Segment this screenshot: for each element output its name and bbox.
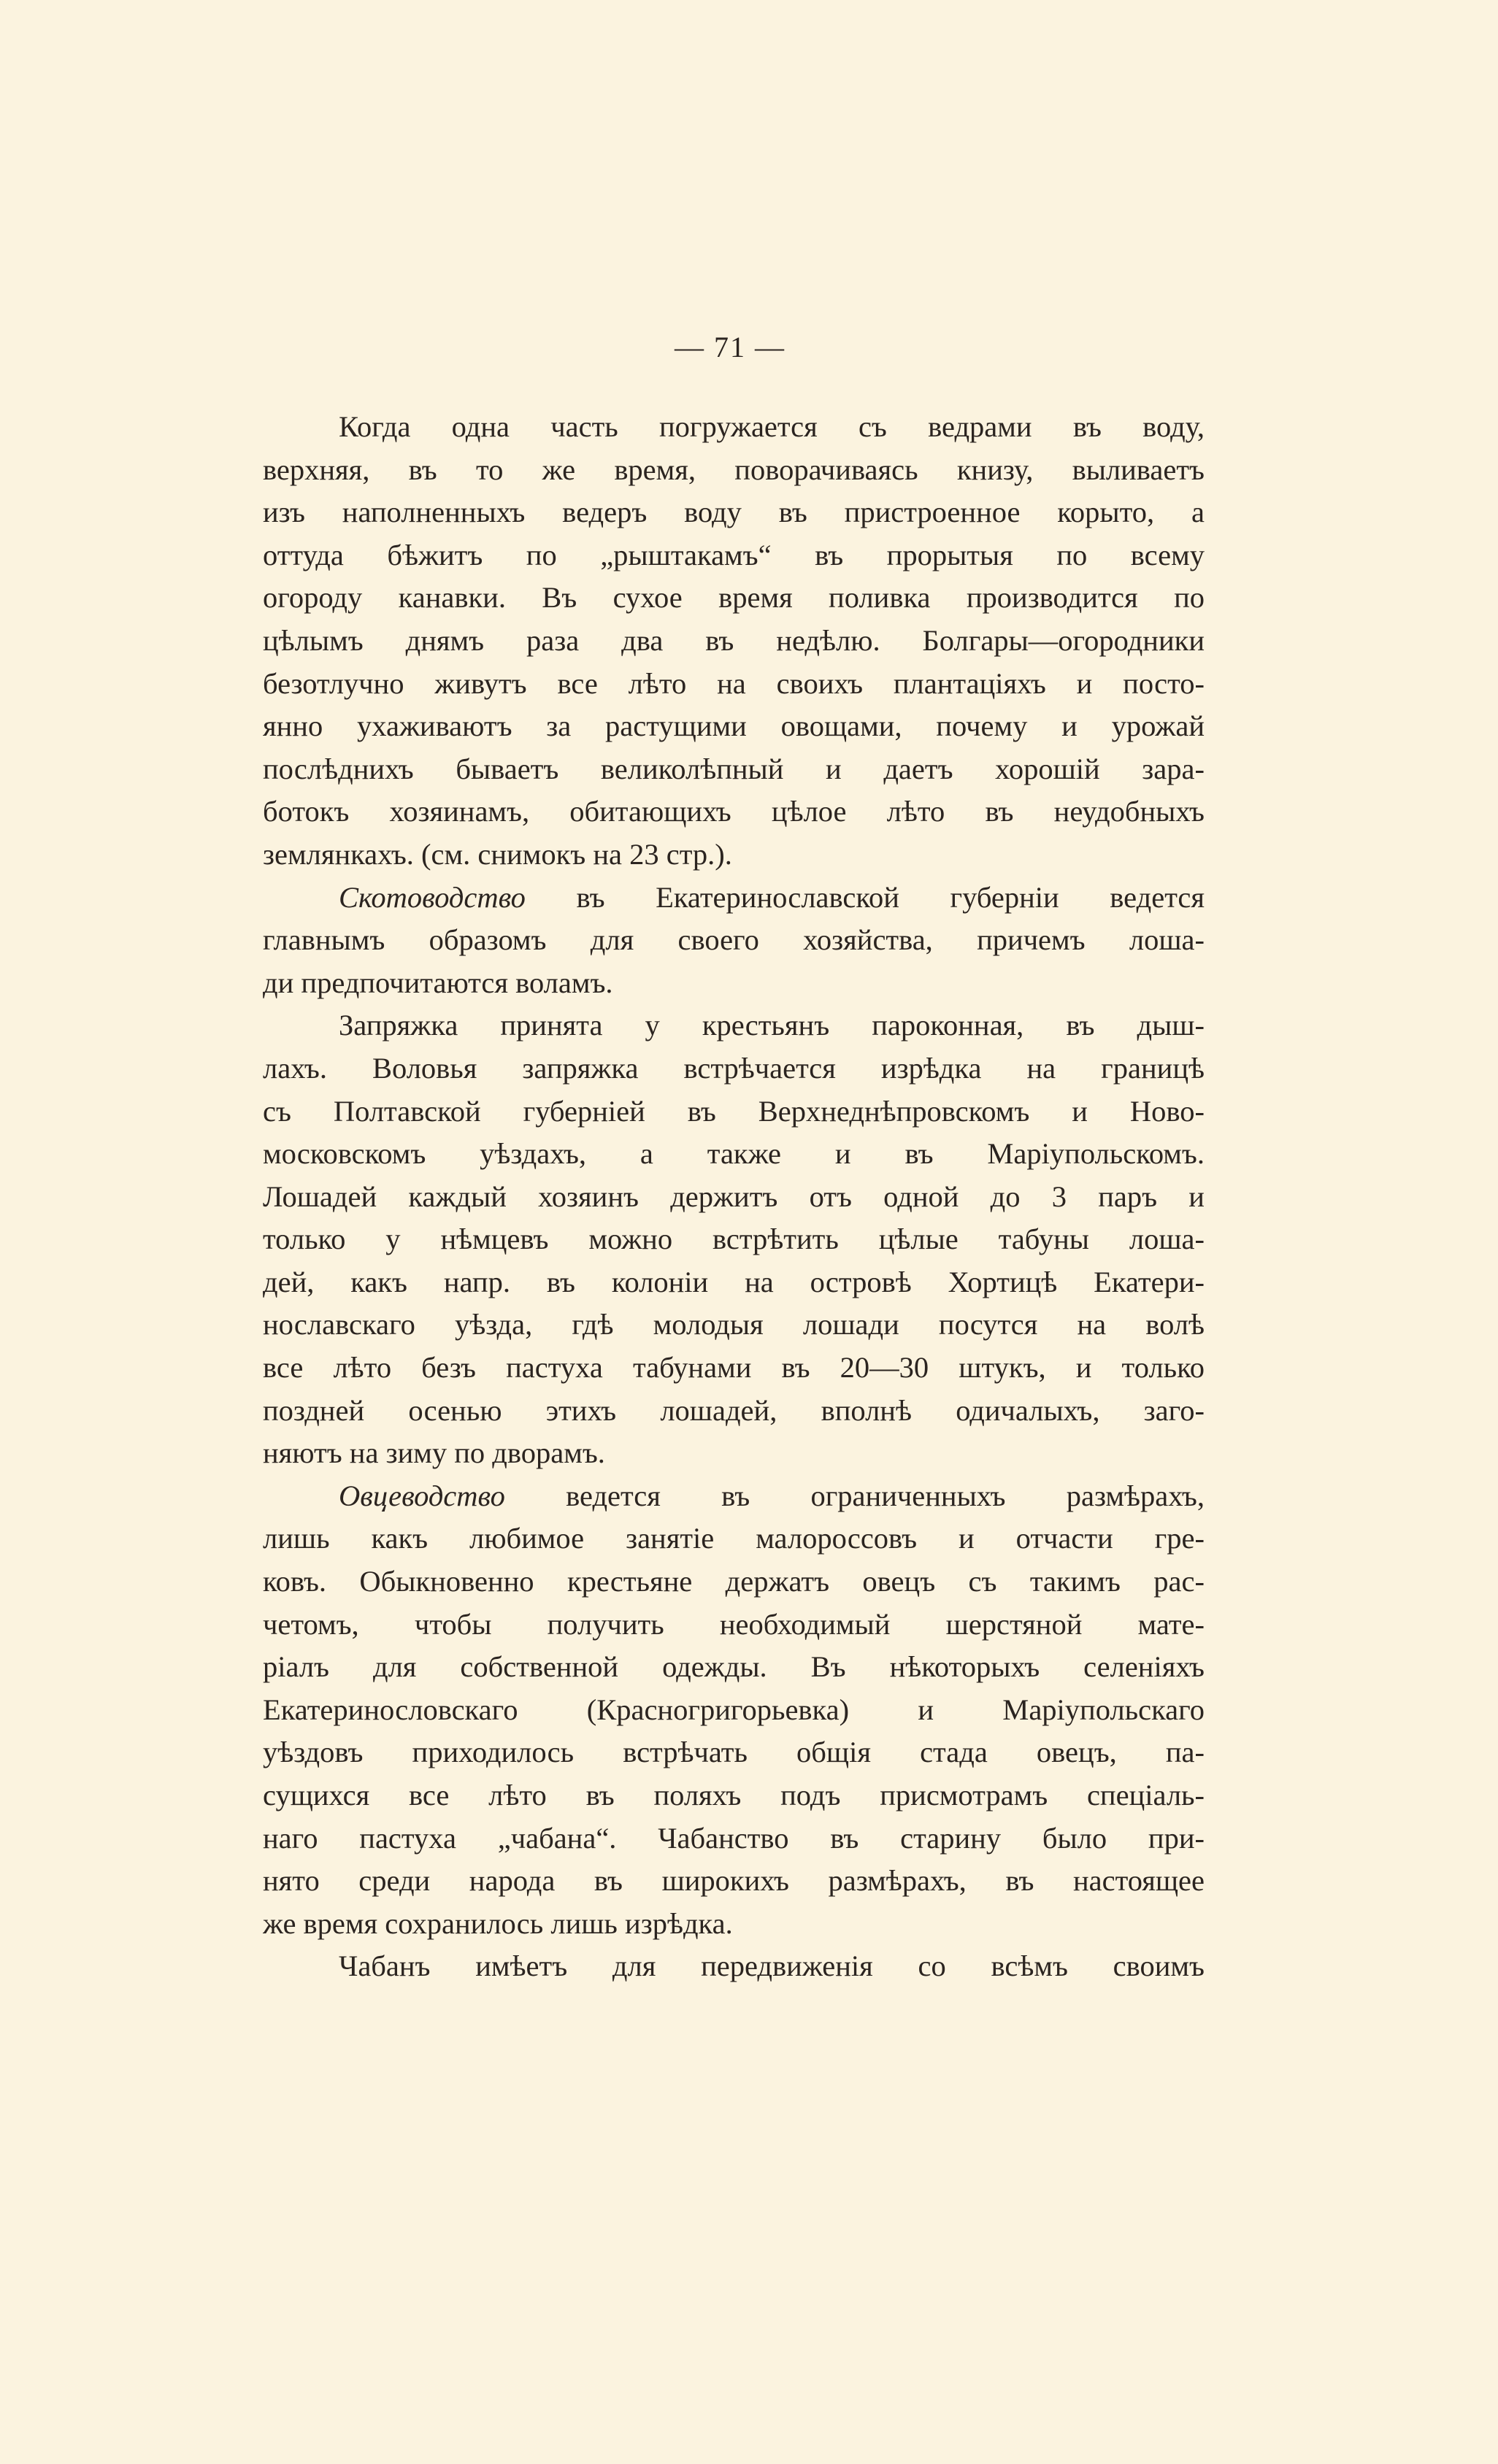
text-line: ріалъ для собственной одежды. Въ нѣкоторыхъ селеніяхъ — [263, 1650, 1205, 1684]
text-line: няютъ на зиму по дворамъ. — [263, 1436, 605, 1470]
paragraph-irrigation — [263, 406, 1205, 877]
section-term: Овцеводство — [339, 1479, 505, 1512]
text-line: ботокъ хозяинамъ, обитающихъ цѣлое лѣто въ неудобныхъ — [263, 795, 1205, 828]
line-text: въ Екатеринославской губерніи ведется — [525, 880, 1205, 914]
text-line: изъ наполненныхъ ведеръ воду въ пристроенное корыто, а — [263, 496, 1205, 529]
section-term: Скотоводство — [339, 880, 526, 914]
text-line: наго пастуха „чабана“. Чабанство въ старину было при- — [263, 1821, 1205, 1855]
text-line: главнымъ образомъ для своего хозяйства, причемъ лоша- — [263, 923, 1205, 957]
text-line: Чабанъ имѣетъ для передвиженія со всѣмъ своимъ — [339, 1949, 1205, 1983]
text-line: же время сохранилось лишь изрѣдка. — [263, 1906, 733, 1940]
text-line: послѣднихъ бываетъ великолѣпный и даетъ хорошій зара- — [263, 752, 1205, 785]
paragraph-harness — [263, 1004, 1205, 1475]
text-line: съ Полтавской губерніей въ Верхнеднѣпровскомъ и Ново- — [263, 1094, 1205, 1128]
text-line: землянкахъ. (см. снимокъ на 23 стр.). — [263, 837, 732, 871]
text-line: ковъ. Обыкновенно крестьяне держатъ овецъ съ такимъ рас- — [263, 1565, 1205, 1598]
text-line: только у нѣмцевъ можно встрѣтить цѣлые табуны лоша- — [263, 1223, 1205, 1256]
page-number: — 71 — — [675, 331, 786, 363]
text-line: оттуда бѣжитъ по „рыштакамъ“ въ прорытыя по всему — [263, 538, 1205, 571]
text-line: московскомъ уѣздахъ, а также и въ Маріупольскомъ. — [263, 1137, 1205, 1171]
text-line: безотлучно живутъ все лѣто на своихъ плантаціяхъ и посто- — [263, 666, 1205, 700]
paragraph-cattle-breeding — [263, 877, 1205, 1005]
text-line: огороду канавки. Въ сухое время поливка производится по — [263, 581, 1205, 615]
text-line: Запряжка принята у крестьянъ пароконная, въ дыш- — [339, 1009, 1205, 1042]
paragraph-sheep-breeding — [263, 1475, 1205, 1946]
text-line: дей, какъ напр. въ колоніи на островѣ Хортицѣ Екатери- — [263, 1265, 1205, 1298]
text-line: четомъ, чтобы получить необходимый шерстяной мате- — [263, 1607, 1205, 1641]
text-line: лишь какъ любимое занятіе малороссовъ и отчасти гре- — [263, 1522, 1205, 1555]
line-text: ведется въ ограниченныхъ размѣрахъ, — [504, 1479, 1205, 1512]
text-line: все лѣто безъ пастуха табунами въ 20—30 штукъ, и только — [263, 1351, 1205, 1385]
text-line: Когда одна часть погружается съ ведрами въ воду, — [339, 410, 1205, 443]
text-line: цѣлымъ днямъ раза два въ недѣлю. Болгары—огородники — [263, 623, 1205, 657]
text-line — [263, 1475, 1205, 1518]
text-line: нославскаго уѣзда, гдѣ молодыя лошади посутся на волѣ — [263, 1308, 1205, 1341]
text-line: Екатеринословскаго (Красногригорьевка) и Маріупольскаго — [263, 1693, 1205, 1726]
text-line: поздней осенью этихъ лошадей, вполнѣ одичалыхъ, заго- — [263, 1393, 1205, 1427]
text-line: нято среди народа въ широкихъ размѣрахъ, въ настоящее — [263, 1864, 1205, 1898]
text-line: верхняя, въ то же время, поворачиваясь книзу, выливаетъ — [263, 453, 1205, 486]
text-line: янно ухаживаютъ за растущими овощами, почему и урожай — [263, 709, 1205, 743]
text-line — [263, 877, 1205, 920]
paragraph-shepherd — [263, 1945, 1205, 1988]
text-line: сущихся все лѣто въ поляхъ подъ присмотрамъ спеціаль- — [263, 1779, 1205, 1812]
text-line: уѣздовъ приходилось встрѣчать общія стада овецъ, па- — [263, 1736, 1205, 1769]
body-text — [263, 406, 1205, 1988]
text-line: ди предпочитаются воламъ. — [263, 966, 613, 999]
text-line: лахъ. Воловья запряжка встрѣчается изрѣдка на границѣ — [263, 1051, 1205, 1085]
text-line: Лошадей каждый хозяинъ держитъ отъ одной до 3 паръ и — [263, 1179, 1205, 1213]
